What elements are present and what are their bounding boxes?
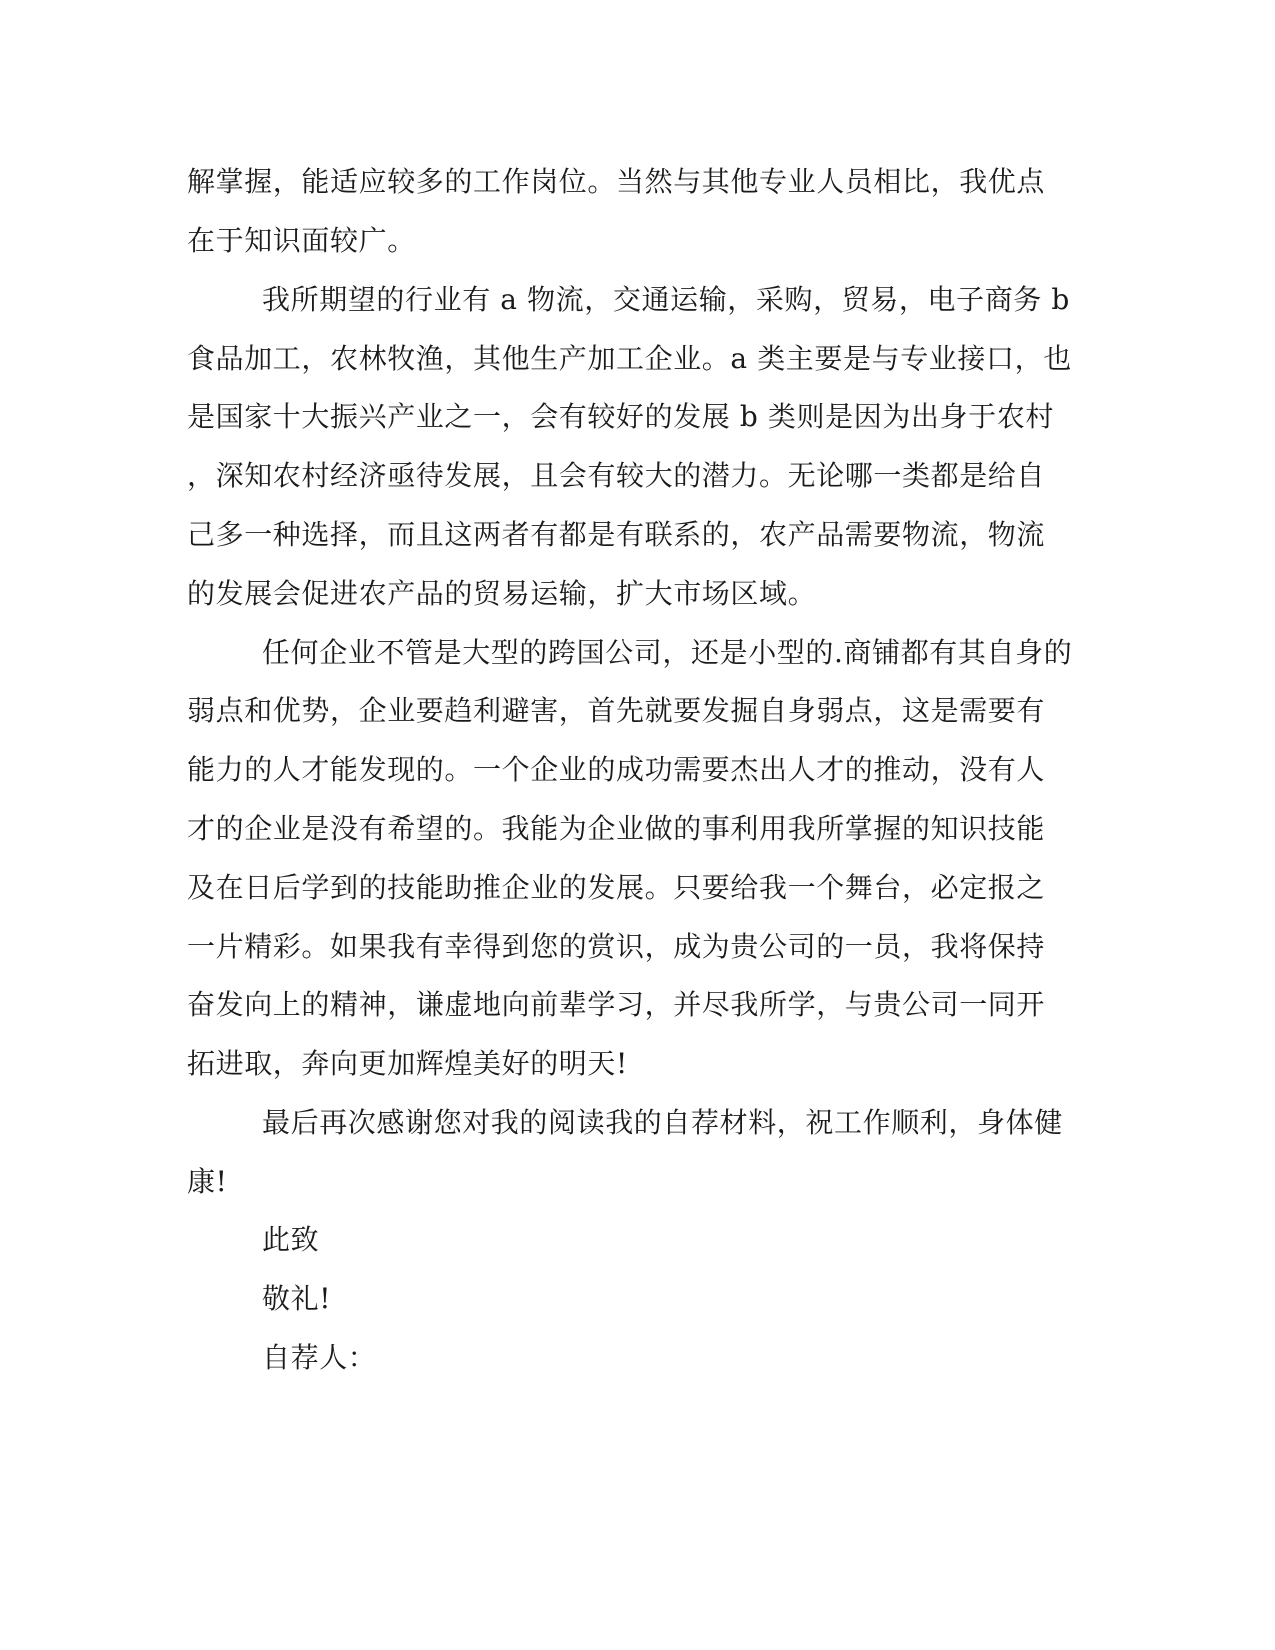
text-line: 弱点和优势，企业要趋利避害，首先就要发掘自身弱点，这是需要有 <box>187 694 1046 727</box>
text-line: 才的企业是没有希望的。我能为企业做的事利用我所掌握的知识技能 <box>187 812 1046 845</box>
text-line: 能力的人才能发现的。一个企业的成功需要杰出人才的推动，没有人 <box>187 753 1046 786</box>
paragraph-start-line: 我所期望的行业有 a 物流，交通运输，采购，贸易，电子商务 b <box>262 283 1070 316</box>
text-line: 食品加工，农林牧渔，其他生产加工企业。a 类主要是与专业接口，也 <box>187 342 1072 375</box>
paragraph-start-line: 任何企业不管是大型的跨国公司，还是小型的.商铺都有其自身的 <box>262 636 1073 669</box>
text-line: 拓进取，奔向更加辉煌美好的明天! <box>187 1047 628 1080</box>
closing-line: 此致 <box>262 1223 320 1256</box>
signature-label: 自荐人： <box>262 1341 377 1374</box>
paragraph-start-line: 最后再次感谢您对我的阅读我的自荐材料，祝工作顺利，身体健 <box>262 1106 1063 1139</box>
text-line: 康! <box>187 1165 228 1198</box>
text-line: 一片精彩。如果我有幸得到您的赏识，成为贵公司的一员，我将保持 <box>187 930 1046 963</box>
text-line: 的发展会促进农产品的贸易运输，扩大市场区域。 <box>187 577 817 610</box>
text-line: 己多一种选择，而且这两者有都是有联系的，农产品需要物流，物流 <box>187 518 1046 551</box>
text-line: 解掌握，能适应较多的工作岗位。当然与其他专业人员相比，我优点 <box>187 165 1046 198</box>
text-line: 在于知识面较广。 <box>187 224 416 257</box>
text-line: 奋发向上的精神，谦虚地向前辈学习，并尽我所学，与贵公司一同开 <box>187 988 1046 1021</box>
text-line: ，深知农村经济亟待发展，且会有较大的潜力。无论哪一类都是给自 <box>187 459 1046 492</box>
salutation-line: 敬礼! <box>262 1282 332 1315</box>
text-line: 及在日后学到的技能助推企业的发展。只要给我一个舞台，必定报之 <box>187 871 1046 904</box>
text-line: 是国家十大振兴产业之一，会有较好的发展 b 类则是因为出身于农村 <box>187 400 1054 433</box>
